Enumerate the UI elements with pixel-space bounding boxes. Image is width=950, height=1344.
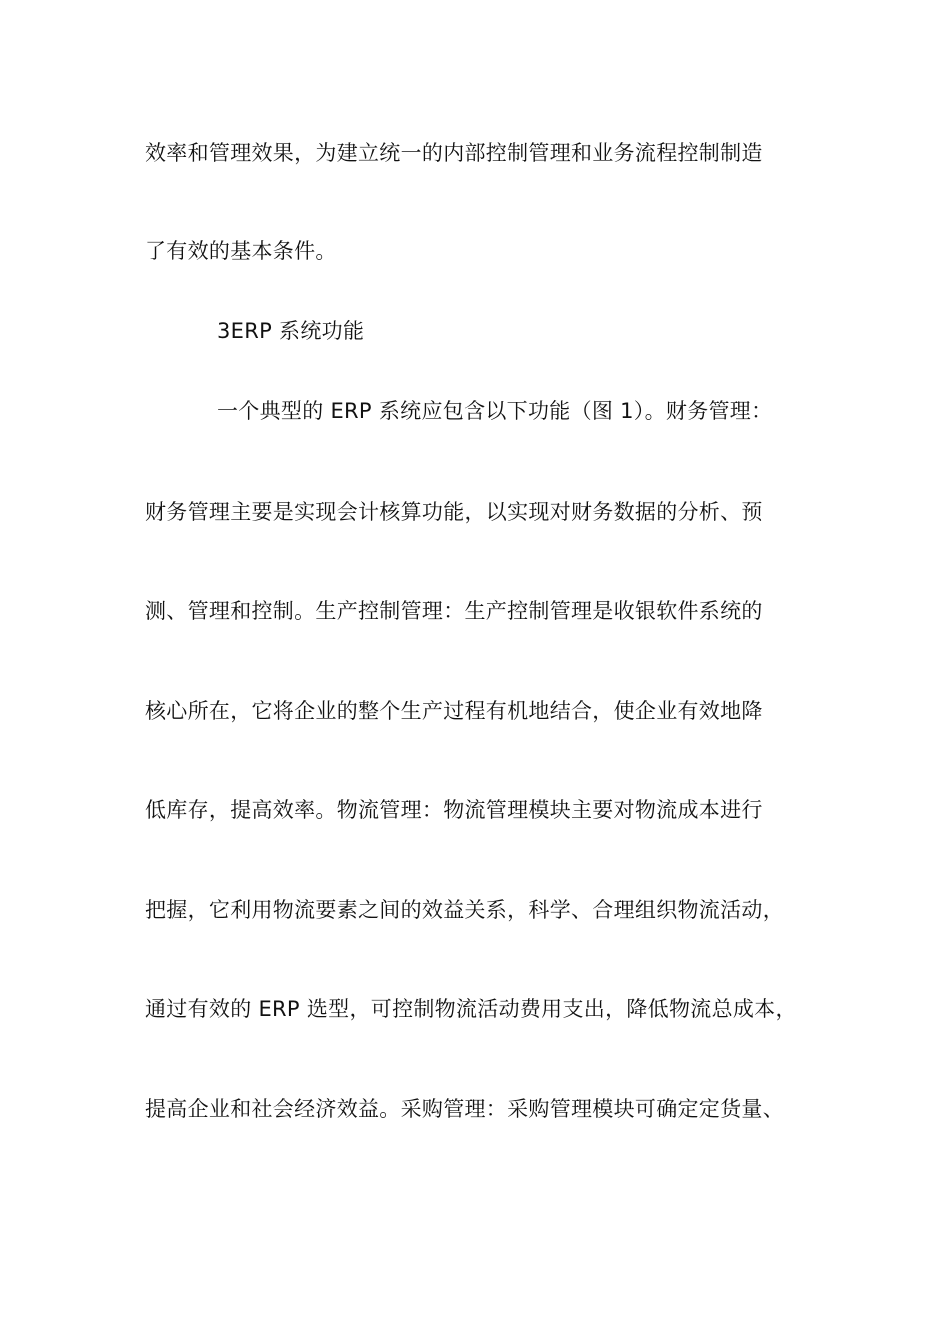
paragraph-line-4: 财务管理主要是实现会计核算功能，以实现对财务数据的分析、预 <box>145 500 763 524</box>
paragraph-line-10: 提高企业和社会经济效益。采购管理：采购管理模块可确定定货量、 <box>145 1097 784 1121</box>
paragraph-line-5: 测、管理和控制。生产控制管理：生产控制管理是收银软件系统的 <box>145 599 763 623</box>
paragraph-line-6: 核心所在，它将企业的整个生产过程有机地结合，使企业有效地降 <box>145 699 763 723</box>
paragraph-line-1: 效率和管理效果，为建立统一的内部控制管理和业务流程控制制造 <box>145 141 763 165</box>
paragraph-line-8: 把握，它利用物流要素之间的效益关系，科学、合理组织物流活动， <box>145 898 784 922</box>
paragraph-line-7: 低库存，提高效率。物流管理：物流管理模块主要对物流成本进行 <box>145 798 763 822</box>
paragraph-line-2: 了有效的基本条件。 <box>145 239 337 263</box>
paragraph-line-3: 一个典型的 ERP 系统应包含以下功能（图 1）。财务管理： <box>217 399 773 423</box>
paragraph-line-9: 通过有效的 ERP 选型，可控制物流活动费用支出，降低物流总成本， <box>145 997 797 1021</box>
section-heading: 3ERP 系统功能 <box>217 319 365 343</box>
